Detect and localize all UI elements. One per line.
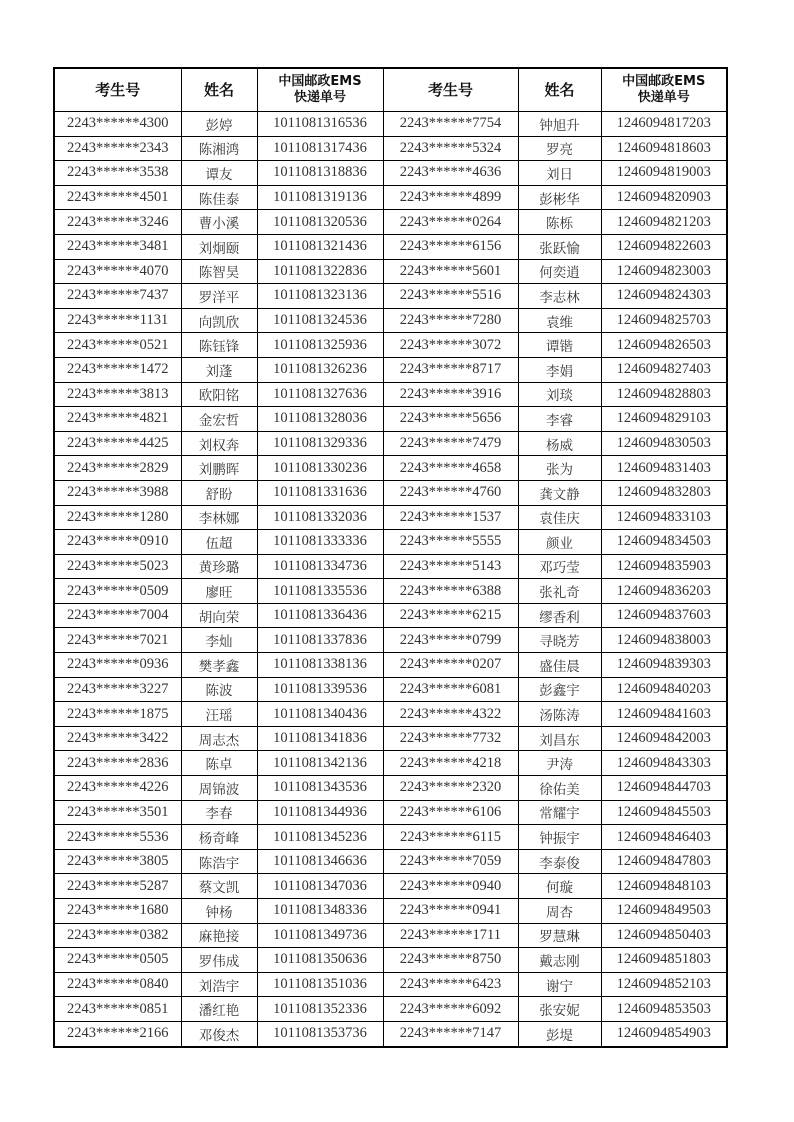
student-name-right: 龚文静 [518,480,601,505]
ems-number-left: 1011081342136 [257,751,383,776]
exam-id-left: 2243******1131 [54,308,181,333]
ems-number-right: 1246094849503 [601,899,727,924]
exam-id-right: 2243******0941 [383,899,518,924]
ems-number-right: 1246094851803 [601,948,727,973]
ems-number-right: 1246094848103 [601,874,727,899]
ems-number-left: 1011081321436 [257,234,383,259]
ems-number-right: 1246094840203 [601,677,727,702]
exam-id-right: 2243******7479 [383,431,518,456]
student-name-left: 向凯欣 [181,308,257,333]
table-row [54,112,727,137]
ems-number-left: 1011081351036 [257,972,383,997]
exam-id-left: 2243******0382 [54,923,181,948]
exam-id-left: 2243******3227 [54,677,181,702]
ems-number-right: 1246094852103 [601,972,727,997]
exam-id-right: 2243******0207 [383,653,518,678]
student-name-right: 戴志刚 [518,948,601,973]
ems-number-left: 1011081323136 [257,284,383,309]
header-exam-id-left: 考生号 [54,68,181,112]
exam-id-left: 2243******3481 [54,234,181,259]
student-name-right: 谢宁 [518,972,601,997]
header-ems-line2: 快递单号 [637,90,690,105]
ems-number-right: 1246094837603 [601,603,727,628]
ems-number-left: 1011081328036 [257,407,383,432]
ems-number-right: 1246094839303 [601,653,727,678]
student-name-left: 欧阳铭 [181,382,257,407]
exam-id-left: 2243******2829 [54,456,181,481]
student-name-right: 谭锴 [518,333,601,358]
exam-id-left: 2243******3501 [54,800,181,825]
exam-id-right: 2243******1711 [383,923,518,948]
exam-id-right: 2243******0940 [383,874,518,899]
header-ems-line1: 中国邮政EMS [278,74,362,89]
ems-number-left: 1011081326236 [257,357,383,382]
student-name-right: 罗亮 [518,136,601,161]
ems-number-right: 1246094836203 [601,579,727,604]
student-name-right: 彭鑫宇 [518,677,601,702]
exam-id-left: 2243******3805 [54,849,181,874]
student-name-right: 何奕逍 [518,259,601,284]
exam-id-right: 2243******6423 [383,972,518,997]
exam-id-right: 2243******4636 [383,161,518,186]
exam-id-right: 2243******6081 [383,677,518,702]
ems-number-left: 1011081336436 [257,603,383,628]
table-row [54,530,727,555]
exam-id-right: 2243******6106 [383,800,518,825]
student-name-right: 张为 [518,456,601,481]
student-name-left: 刘鹏晖 [181,456,257,481]
exam-id-right: 2243******6115 [383,825,518,850]
student-name-left: 金宏哲 [181,407,257,432]
table-row [54,234,727,259]
exam-id-left: 2243******3538 [54,161,181,186]
student-name-right: 汤陈涛 [518,702,601,727]
student-name-left: 刘浩宇 [181,972,257,997]
ems-number-left: 1011081317436 [257,136,383,161]
ems-number-right: 1246094829103 [601,407,727,432]
student-name-left: 杨奇峰 [181,825,257,850]
student-name-right: 彭彬华 [518,185,601,210]
student-name-right: 刘琰 [518,382,601,407]
exam-id-right: 2243******5324 [383,136,518,161]
student-name-right: 刘昌东 [518,726,601,751]
student-name-left: 陈佳泰 [181,185,257,210]
table-row [54,210,727,235]
student-name-right: 邓巧莹 [518,554,601,579]
ems-number-left: 1011081348336 [257,899,383,924]
student-name-right: 刘日 [518,161,601,186]
student-name-left: 樊孝鑫 [181,653,257,678]
ems-number-right: 1246094844703 [601,776,727,801]
student-name-left: 周锦波 [181,776,257,801]
student-name-right: 李泰俊 [518,849,601,874]
exam-id-left: 2243******4821 [54,407,181,432]
table-row [54,161,727,186]
ems-number-right: 1246094850403 [601,923,727,948]
table-row [54,136,727,161]
exam-id-left: 2243******4226 [54,776,181,801]
ems-number-right: 1246094824303 [601,284,727,309]
exam-id-left: 2243******3813 [54,382,181,407]
ems-number-left: 1011081335536 [257,579,383,604]
ems-number-right: 1246094843303 [601,751,727,776]
exam-id-left: 2243******7004 [54,603,181,628]
header-name-left: 姓名 [181,68,257,112]
exam-id-left: 2243******0521 [54,333,181,358]
student-name-right: 缪香利 [518,603,601,628]
exam-id-right: 2243******5555 [383,530,518,555]
table-row [54,653,727,678]
ems-number-left: 1011081353736 [257,1021,383,1046]
table-row [54,456,727,481]
exam-id-left: 2243******0840 [54,972,181,997]
ems-number-left: 1011081334736 [257,554,383,579]
exam-id-right: 2243******5516 [383,284,518,309]
table-row [54,849,727,874]
exam-id-left: 2243******3422 [54,726,181,751]
ems-number-right: 1246094822603 [601,234,727,259]
student-name-right: 颜业 [518,530,601,555]
exam-id-right: 2243******0799 [383,628,518,653]
exam-id-left: 2243******0936 [54,653,181,678]
exam-id-left: 2243******0509 [54,579,181,604]
student-name-right: 何璇 [518,874,601,899]
student-name-right: 袁维 [518,308,601,333]
ems-number-right: 1246094847803 [601,849,727,874]
ems-number-left: 1011081347036 [257,874,383,899]
table-row [54,923,727,948]
student-name-left: 钟杨 [181,899,257,924]
ems-number-right: 1246094823003 [601,259,727,284]
exam-id-left: 2243******7437 [54,284,181,309]
student-name-left: 黄珍璐 [181,554,257,579]
student-name-left: 舒盼 [181,480,257,505]
student-name-left: 谭友 [181,161,257,186]
student-name-right: 钟振宇 [518,825,601,850]
table-row [54,308,727,333]
exam-id-right: 2243******8717 [383,357,518,382]
exam-id-right: 2243******7732 [383,726,518,751]
ems-number-right: 1246094828803 [601,382,727,407]
exam-id-left: 2243******5287 [54,874,181,899]
ems-number-left: 1011081340436 [257,702,383,727]
table-row [54,382,727,407]
student-name-left: 邓俊杰 [181,1021,257,1046]
exam-id-right: 2243******7280 [383,308,518,333]
student-name-left: 曹小溪 [181,210,257,235]
table-row [54,1021,727,1046]
exam-id-left: 2243******4070 [54,259,181,284]
table-row [54,603,727,628]
ems-number-left: 1011081346636 [257,849,383,874]
ems-number-right: 1246094819003 [601,161,727,186]
student-name-left: 汪瑶 [181,702,257,727]
ems-number-right: 1246094820903 [601,185,727,210]
student-name-right: 袁佳庆 [518,505,601,530]
ems-number-right: 1246094826503 [601,333,727,358]
ems-number-left: 1011081329336 [257,431,383,456]
exam-id-right: 2243******5143 [383,554,518,579]
student-name-left: 彭婷 [181,112,257,137]
student-name-left: 陈钰锋 [181,333,257,358]
table-row [54,899,727,924]
exam-id-right: 2243******6092 [383,997,518,1022]
student-name-right: 李睿 [518,407,601,432]
exam-id-left: 2243******2836 [54,751,181,776]
student-name-right: 罗慧琳 [518,923,601,948]
exam-id-right: 2243******7059 [383,849,518,874]
table-row [54,431,727,456]
exam-id-right: 2243******6388 [383,579,518,604]
header-ems-right [601,68,727,112]
ems-number-right: 1246094854903 [601,1021,727,1046]
ems-number-right: 1246094845503 [601,800,727,825]
exam-id-left: 2243******4300 [54,112,181,137]
student-name-left: 刘炯颐 [181,234,257,259]
student-name-left: 麻艳接 [181,923,257,948]
student-name-left: 伍超 [181,530,257,555]
student-name-right: 盛佳晨 [518,653,601,678]
ems-number-right: 1246094825703 [601,308,727,333]
ems-number-left: 1011081322836 [257,259,383,284]
ems-number-left: 1011081339536 [257,677,383,702]
table-row [54,726,727,751]
ems-number-left: 1011081341836 [257,726,383,751]
student-name-left: 廖旺 [181,579,257,604]
exam-id-right: 2243******3916 [383,382,518,407]
exam-id-right: 2243******6215 [383,603,518,628]
ems-number-left: 1011081318836 [257,161,383,186]
table-row [54,333,727,358]
table-row [54,628,727,653]
student-name-right: 徐佑美 [518,776,601,801]
exam-id-right: 2243******7147 [383,1021,518,1046]
ems-number-right: 1246094838003 [601,628,727,653]
exam-id-right: 2243******6156 [383,234,518,259]
exam-id-left: 2243******0910 [54,530,181,555]
table-row [54,480,727,505]
table-row [54,554,727,579]
exam-id-left: 2243******3988 [54,480,181,505]
ems-number-right: 1246094842003 [601,726,727,751]
ems-number-left: 1011081332036 [257,505,383,530]
table-row [54,972,727,997]
exam-id-left: 2243******4501 [54,185,181,210]
table-row [54,284,727,309]
student-name-right: 周杏 [518,899,601,924]
exam-id-left: 2243******0851 [54,997,181,1022]
exam-id-right: 2243******5601 [383,259,518,284]
student-name-left: 陈智昊 [181,259,257,284]
exam-id-right: 2243******7754 [383,112,518,137]
exam-id-right: 2243******4899 [383,185,518,210]
exam-id-right: 2243******2320 [383,776,518,801]
student-name-left: 陈波 [181,677,257,702]
table-row [54,407,727,432]
student-name-left: 罗伟成 [181,948,257,973]
header-ems-line2: 快递单号 [293,90,346,105]
student-name-left: 刘权奔 [181,431,257,456]
ems-number-left: 1011081327636 [257,382,383,407]
exam-id-left: 2243******1875 [54,702,181,727]
student-name-right: 张跃愉 [518,234,601,259]
ems-number-left: 1011081316536 [257,112,383,137]
ems-number-left: 1011081319136 [257,185,383,210]
exam-id-left: 2243******3246 [54,210,181,235]
header-exam-id-right: 考生号 [383,68,518,112]
ems-number-left: 1011081344936 [257,800,383,825]
table-row [54,948,727,973]
ems-number-left: 1011081330236 [257,456,383,481]
student-name-right: 陈栎 [518,210,601,235]
exam-id-left: 2243******1280 [54,505,181,530]
ems-number-right: 1246094833103 [601,505,727,530]
ems-number-right: 1246094830503 [601,431,727,456]
exam-id-right: 2243******4658 [383,456,518,481]
student-name-right: 寻晓芳 [518,628,601,653]
student-name-right: 杨威 [518,431,601,456]
ems-number-left: 1011081345236 [257,825,383,850]
student-name-right: 张礼奇 [518,579,601,604]
student-name-left: 周志杰 [181,726,257,751]
ems-number-right: 1246094831403 [601,456,727,481]
student-name-right: 彭堤 [518,1021,601,1046]
ems-number-left: 1011081333336 [257,530,383,555]
ems-number-left: 1011081325936 [257,333,383,358]
ems-number-left: 1011081338136 [257,653,383,678]
header-name-right: 姓名 [518,68,601,112]
exam-id-right: 2243******4760 [383,480,518,505]
student-name-left: 李灿 [181,628,257,653]
ems-number-right: 1246094827403 [601,357,727,382]
table-row [54,185,727,210]
ems-number-left: 1011081337836 [257,628,383,653]
student-name-left: 蔡文凯 [181,874,257,899]
ems-number-right: 1246094841603 [601,702,727,727]
student-name-left: 陈卓 [181,751,257,776]
ems-number-right: 1246094846403 [601,825,727,850]
table-row [54,357,727,382]
exam-id-right: 2243******4218 [383,751,518,776]
exam-id-left: 2243******1680 [54,899,181,924]
exam-id-left: 2243******2343 [54,136,181,161]
student-name-right: 张安妮 [518,997,601,1022]
table-row [54,997,727,1022]
table-row [54,874,727,899]
student-name-right: 钟旭升 [518,112,601,137]
student-name-left: 李林娜 [181,505,257,530]
table-row [54,579,727,604]
student-name-left: 刘蓬 [181,357,257,382]
exam-id-right: 2243******0264 [383,210,518,235]
ems-number-left: 1011081352336 [257,997,383,1022]
ems-number-left: 1011081349736 [257,923,383,948]
table-row [54,677,727,702]
table-row [54,776,727,801]
ems-number-right: 1246094835903 [601,554,727,579]
header-ems-left [257,68,383,112]
student-name-right: 李娟 [518,357,601,382]
ems-number-right: 1246094818603 [601,136,727,161]
ems-number-right: 1246094853503 [601,997,727,1022]
student-name-left: 陈湘鸿 [181,136,257,161]
table-row [54,825,727,850]
ems-number-left: 1011081350636 [257,948,383,973]
exam-id-left: 2243******5536 [54,825,181,850]
exam-id-left: 2243******5023 [54,554,181,579]
ems-number-right: 1246094817203 [601,112,727,137]
ems-number-right: 1246094834503 [601,530,727,555]
student-name-left: 李春 [181,800,257,825]
header-row [54,68,727,112]
exam-id-left: 2243******0505 [54,948,181,973]
student-name-left: 胡向荣 [181,603,257,628]
ems-number-left: 1011081331636 [257,480,383,505]
table-row [54,505,727,530]
table-row [54,259,727,284]
student-name-right: 尹涛 [518,751,601,776]
exam-id-right: 2243******8750 [383,948,518,973]
table-row [54,751,727,776]
exam-id-right: 2243******3072 [383,333,518,358]
ems-tracking-table [53,67,728,1048]
exam-id-left: 2243******2166 [54,1021,181,1046]
student-name-right: 常耀宇 [518,800,601,825]
table-body [54,112,727,1047]
ems-number-left: 1011081320536 [257,210,383,235]
student-name-left: 罗洋平 [181,284,257,309]
student-name-left: 潘红艳 [181,997,257,1022]
exam-id-right: 2243******1537 [383,505,518,530]
ems-number-right: 1246094832803 [601,480,727,505]
exam-id-left: 2243******1472 [54,357,181,382]
ems-number-right: 1246094821203 [601,210,727,235]
ems-number-left: 1011081324536 [257,308,383,333]
student-name-right: 李志林 [518,284,601,309]
exam-id-left: 2243******4425 [54,431,181,456]
exam-id-right: 2243******4322 [383,702,518,727]
exam-id-left: 2243******7021 [54,628,181,653]
table-row [54,800,727,825]
table-row [54,702,727,727]
student-name-left: 陈浩宇 [181,849,257,874]
exam-id-right: 2243******5656 [383,407,518,432]
ems-number-left: 1011081343536 [257,776,383,801]
header-ems-line1: 中国邮政EMS [622,74,706,89]
